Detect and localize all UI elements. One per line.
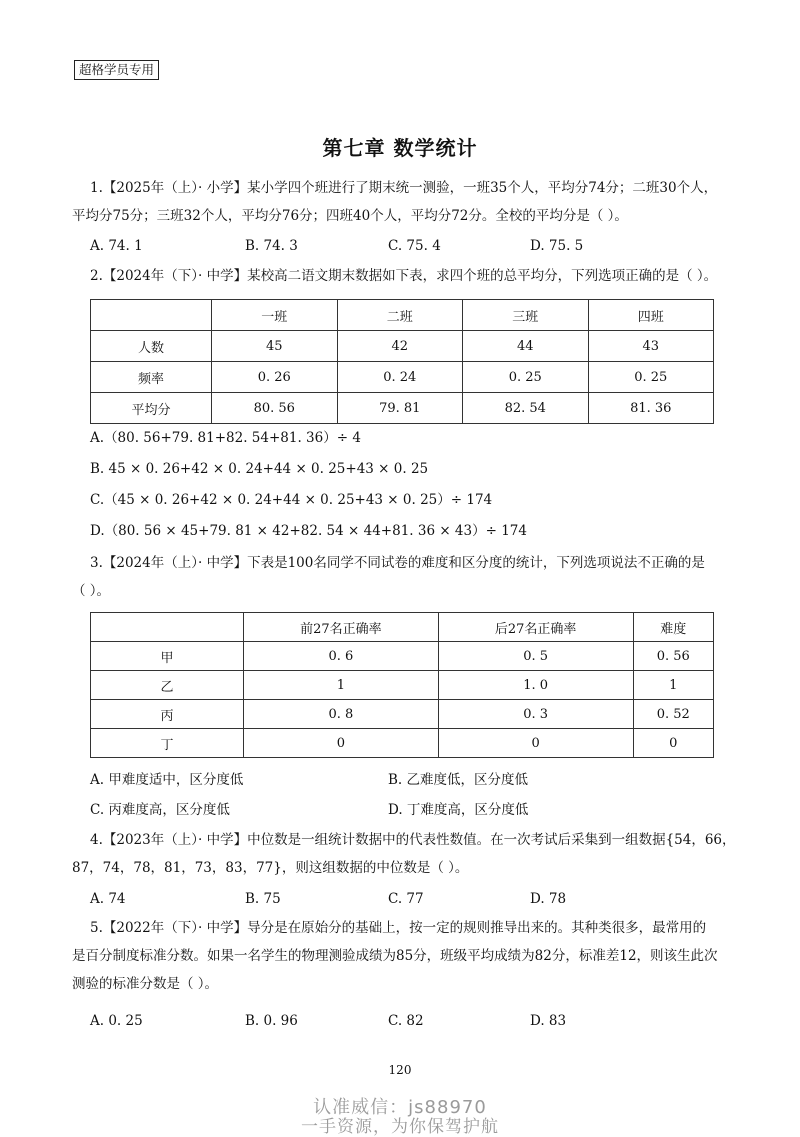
q2-table [90, 299, 714, 424]
table-cell: 0. 8 [244, 700, 439, 729]
table-cell: 0 [244, 729, 439, 758]
table-cell: 甲 [91, 642, 244, 671]
q4-line1: 4.【2023年（上）· 中学】中位数是一组统计数据中的代表性数值。在一次考试后采集到一组数据{54，66， [90, 832, 736, 848]
q3-table [90, 612, 714, 758]
table-cell: 43 [588, 331, 714, 362]
q4-option-d[interactable]: D. 78 [530, 891, 567, 907]
table-cell: 人数 [91, 331, 212, 362]
q1-option-b[interactable]: B. 74. 3 [245, 238, 298, 254]
table-header-cell [91, 613, 244, 642]
table-row [91, 729, 714, 758]
table-cell: 平均分 [91, 393, 212, 424]
table-cell: 45 [212, 331, 338, 362]
q2-option-b[interactable]: B. 45 × 0. 26+42 × 0. 24+44 × 0. 25+43 × 0. 25 [90, 461, 429, 477]
chapter-title: 第七章 数学统计 [322, 136, 478, 160]
header-tag: 超格学员专用 [74, 60, 159, 80]
table-cell: 44 [463, 331, 589, 362]
q3-option-c[interactable]: C. 丙难度高，区分度低 [90, 802, 230, 818]
table-cell: 81. 36 [588, 393, 714, 424]
q5-line1: 5.【2022年（下）· 中学】导分是在原始分的基础上，按一定的规则推导出来的。其种类很多，最常用的 [90, 920, 707, 936]
table-cell: 1. 0 [438, 671, 633, 700]
table-cell: 1 [244, 671, 439, 700]
q3-option-b[interactable]: B. 乙难度低，区分度低 [388, 772, 529, 788]
table-cell: 0 [438, 729, 633, 758]
q1-option-a[interactable]: A. 74. 1 [90, 238, 143, 254]
table-row [91, 613, 714, 642]
table-cell: 0. 3 [438, 700, 633, 729]
q5-option-b[interactable]: B. 0. 96 [245, 1013, 298, 1029]
table-cell: 0. 25 [588, 362, 714, 393]
table-header-cell: 四班 [588, 300, 714, 331]
q2-line1: 2.【2024年（下）· 中学】某校高二语文期末数据如下表，求四个班的总平均分，下列选项正确的是（ ）。 [90, 268, 718, 284]
q3-line1: 3.【2024年（上）· 中学】下表是100名同学不同试卷的难度和区分度的统计，下列选项说法不正确的是 [90, 555, 705, 571]
watermark-line2: 一手资源，为你保驾护航 [301, 1117, 499, 1137]
table-header-cell: 三班 [463, 300, 589, 331]
watermark-line1: 认准威信：js88970 [313, 1097, 487, 1118]
q4-option-b[interactable]: B. 75 [245, 891, 281, 907]
table-header-cell: 二班 [337, 300, 463, 331]
table-cell: 0. 24 [337, 362, 463, 393]
q4-option-a[interactable]: A. 74 [90, 891, 126, 907]
table-cell: 79. 81 [337, 393, 463, 424]
table-header-cell [91, 300, 212, 331]
q5-option-d[interactable]: D. 83 [530, 1013, 567, 1029]
q2-option-d[interactable]: D.（80. 56 × 45+79. 81 × 42+82. 54 × 44+81. 36 × 43）÷ 174 [90, 523, 527, 539]
q4-option-c[interactable]: C. 77 [388, 891, 424, 907]
q2-option-a[interactable]: A.（80. 56+79. 81+82. 54+81. 36）÷ 4 [90, 430, 361, 446]
table-cell: 0. 26 [212, 362, 338, 393]
q3-line2: （ ）。 [72, 583, 111, 599]
q3-option-a[interactable]: A. 甲难度适中，区分度低 [90, 772, 244, 788]
table-cell: 1 [633, 671, 713, 700]
table-cell: 0. 56 [633, 642, 713, 671]
table-cell: 0. 25 [463, 362, 589, 393]
table-cell: 频率 [91, 362, 212, 393]
table-cell: 0. 52 [633, 700, 713, 729]
q4-line2: 87，74，78，81，73，83，77}，则这组数据的中位数是（ ）。 [72, 860, 469, 876]
q1-line1: 1.【2025年（上）· 小学】某小学四个班进行了期末统一测验，一班35个人，平均分74分；二班30个人， [90, 180, 718, 196]
table-cell: 82. 54 [463, 393, 589, 424]
table-row [91, 671, 714, 700]
q3-option-d[interactable]: D. 丁难度高，区分度低 [388, 802, 529, 818]
table-cell: 乙 [91, 671, 244, 700]
table-cell: 0. 6 [244, 642, 439, 671]
q5-option-a[interactable]: A. 0. 25 [90, 1013, 143, 1029]
table-cell: 80. 56 [212, 393, 338, 424]
table-row [91, 700, 714, 729]
q2-option-c[interactable]: C.（45 × 0. 26+42 × 0. 24+44 × 0. 25+43 × 0. 25）÷ 174 [90, 492, 493, 508]
table-cell: 42 [337, 331, 463, 362]
table-header-cell: 一班 [212, 300, 338, 331]
table-row [91, 642, 714, 671]
q5-line3: 测验的标准分数是（ ）。 [72, 976, 219, 992]
table-header-cell: 前27名正确率 [244, 613, 439, 642]
page-number: 120 [388, 1063, 412, 1077]
table-cell: 0 [633, 729, 713, 758]
q1-option-c[interactable]: C. 75. 4 [388, 238, 441, 254]
q5-option-c[interactable]: C. 82 [388, 1013, 424, 1029]
q5-line2: 是百分制度标准分数。如果一名学生的物理测验成绩为85分，班级平均成绩为82分，标准差12，则该生此次 [72, 948, 718, 964]
table-row [91, 300, 714, 331]
q1-option-d[interactable]: D. 75. 5 [530, 238, 584, 254]
table-header-cell: 后27名正确率 [438, 613, 633, 642]
table-cell: 丙 [91, 700, 244, 729]
table-row [91, 393, 714, 424]
table-row [91, 362, 714, 393]
q1-line2: 平均分75分；三班32个人，平均分76分；四班40个人，平均分72分。全校的平均分是（ ）。 [72, 208, 628, 224]
table-row [91, 331, 714, 362]
table-cell: 丁 [91, 729, 244, 758]
table-header-cell: 难度 [633, 613, 713, 642]
table-cell: 0. 5 [438, 642, 633, 671]
